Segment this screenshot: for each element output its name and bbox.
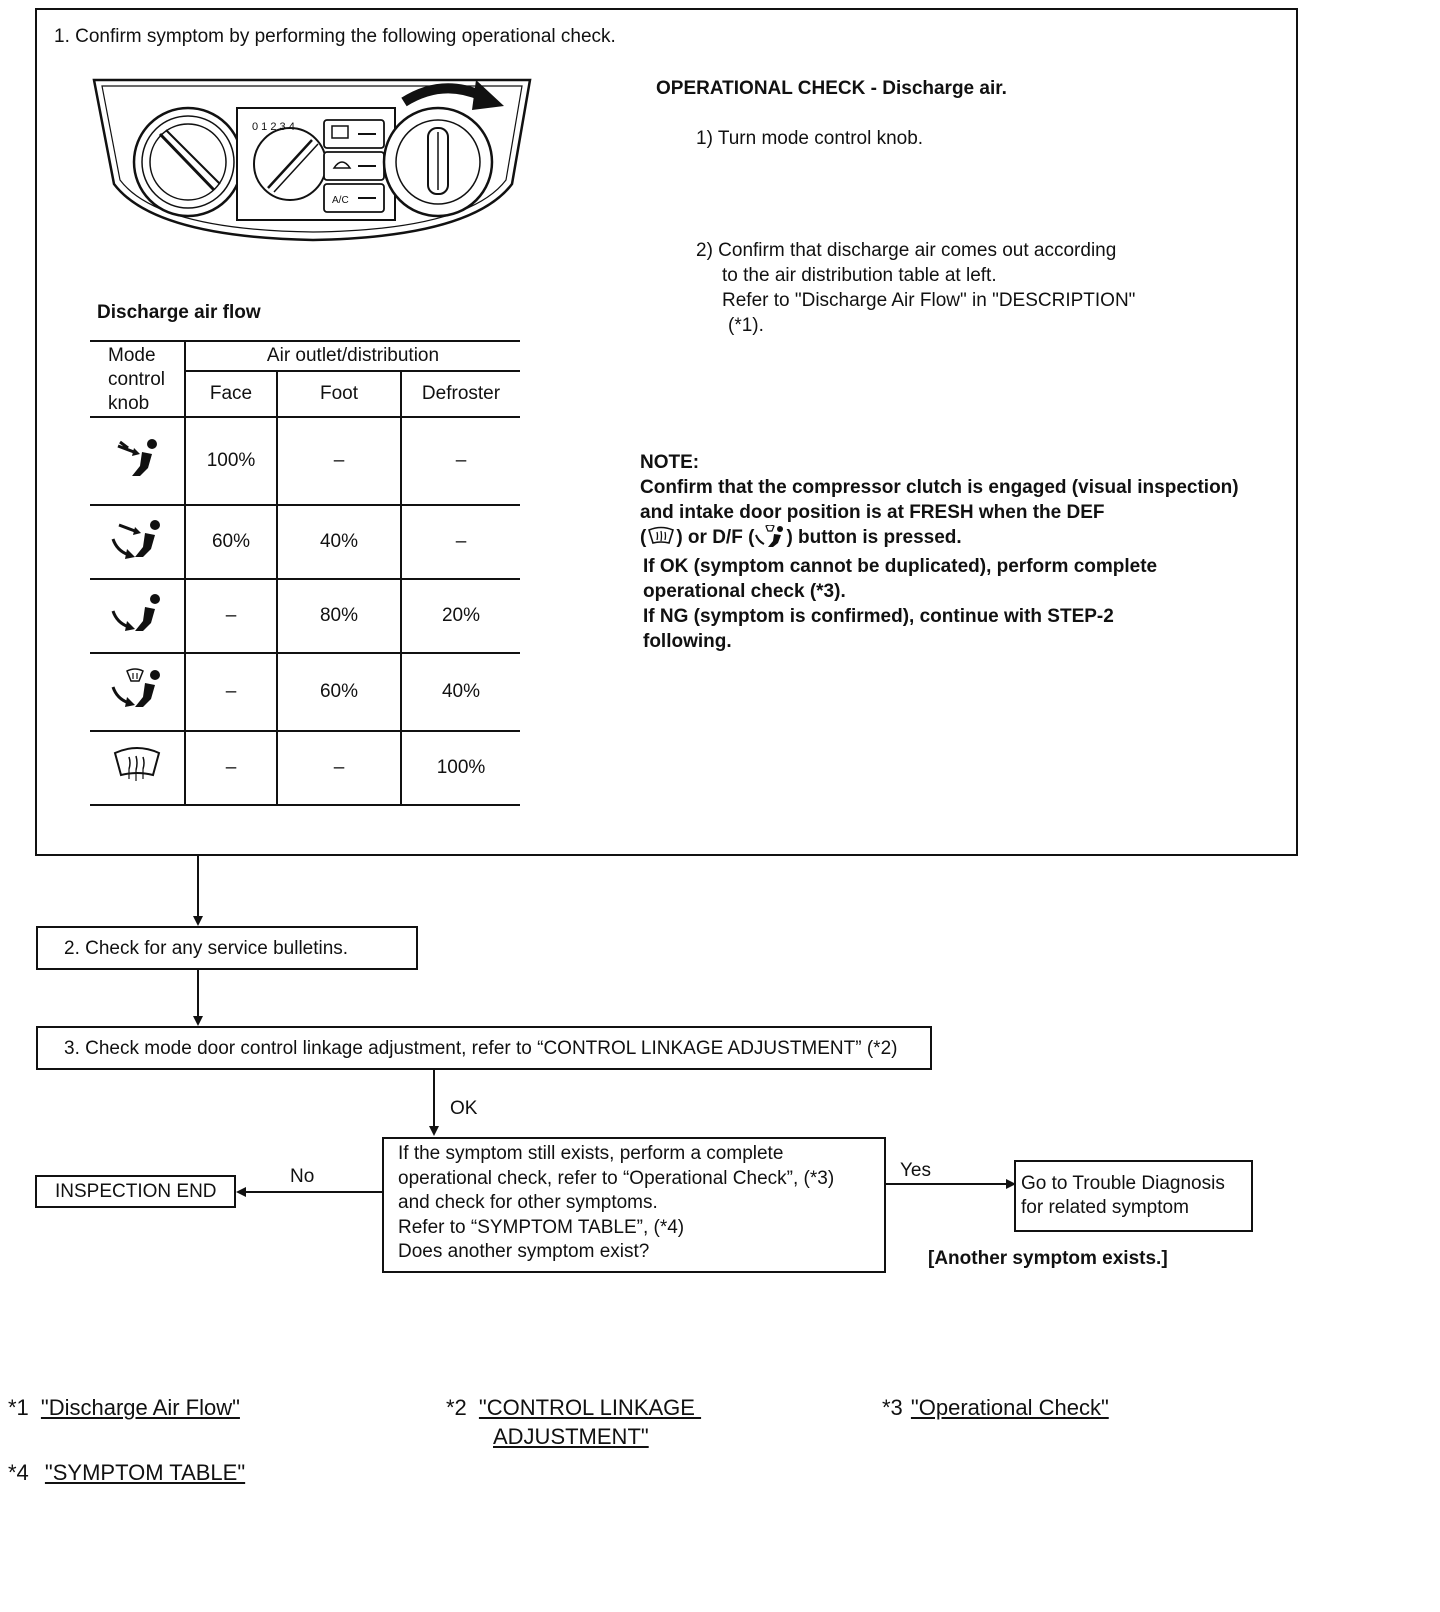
column-header-defroster: Defroster: [401, 371, 520, 417]
bi-level-icon: [90, 505, 185, 579]
yes-label: Yes: [900, 1160, 931, 1181]
yes-connector: [886, 1183, 1006, 1185]
note-block: NOTE: Confirm that the compressor clutch is engaged (visual inspection) and intake door position is at FRESH when the DEF ( ) or D/F ( ) button is pressed. If OK (symptom cannot be duplicated), perform complete operational check (*3). If NG (symptom is confirmed), continue with STEP-2 following.: [640, 452, 1239, 652]
arrow-down-icon: [193, 1016, 203, 1026]
footnote-2: [446, 1394, 701, 1422]
table-cell: 100%: [185, 417, 277, 505]
table-cell: 60%: [185, 505, 277, 579]
defrost-foot-icon: [90, 653, 185, 731]
footnote-2-mark: *2: [446, 1395, 467, 1420]
table-cell: 40%: [401, 653, 520, 731]
step1-title: 1. Confirm symptom by performing the following operational check.: [54, 26, 616, 47]
step3-text: 3. Check mode door control linkage adjustment, refer to “CONTROL LINKAGE ADJUSTMENT” (*2): [64, 1038, 898, 1059]
control-linkage-adjustment-link[interactable]: "CONTROL LINKAGE: [478, 1395, 702, 1420]
step2-text: 2. Check for any service bulletins.: [64, 938, 349, 959]
another-symptom-note: [Another symptom exists.]: [928, 1248, 1168, 1269]
table-cell: 20%: [401, 579, 520, 653]
table-cell: –: [277, 417, 401, 505]
mode-knob-icon: [384, 108, 492, 216]
footnote-4: [8, 1459, 245, 1487]
footnote-1-mark: *1: [8, 1395, 29, 1420]
connector-3-decision: [433, 1070, 435, 1130]
table-cell: –: [277, 731, 401, 805]
table-cell: –: [401, 417, 520, 505]
table-cell: –: [185, 653, 277, 731]
footnote-4-mark: *4: [8, 1460, 29, 1485]
discharge-air-flow-link[interactable]: "Discharge Air Flow": [40, 1395, 240, 1420]
operational-check-item1: 1) Turn mode control knob.: [696, 128, 924, 149]
df-button-icon: [754, 525, 786, 547]
air-outlet-header: Air outlet/distribution: [185, 341, 520, 371]
table-cell: –: [401, 505, 520, 579]
table-row: [90, 653, 520, 731]
table-cell: –: [185, 579, 277, 653]
connector-2-3: [197, 970, 199, 1020]
vent-face-icon: [90, 417, 185, 505]
table-cell: 100%: [401, 731, 520, 805]
note-heading: NOTE:: [640, 452, 700, 473]
symptom-table-link[interactable]: "SYMPTOM TABLE": [44, 1460, 246, 1485]
table-cell: 60%: [277, 653, 401, 731]
operational-check-heading: OPERATIONAL CHECK - Discharge air.: [656, 78, 1007, 99]
decision-text: If the symptom still exists, perform a complete operational check, refer to “Operational Check”, (*3) and check for other symptoms. Refer to “SYMPTOM TABLE”, (*4) Does another symptom exist?: [398, 1143, 835, 1262]
discharge-air-flow-table: [90, 340, 520, 806]
connector-1-2: [197, 856, 199, 920]
defrost-icon: [90, 731, 185, 805]
table-row: [90, 505, 520, 579]
ok-label: OK: [450, 1098, 478, 1119]
temperature-knob-icon: [134, 108, 242, 216]
table-cell: –: [185, 731, 277, 805]
footnote-1: [8, 1394, 240, 1422]
discharge-table-caption: Discharge air flow: [97, 302, 261, 323]
def-button-icon: [646, 526, 676, 546]
footnote-3: [882, 1394, 1109, 1422]
footnote-2-continued: [493, 1423, 649, 1451]
panel-buttons: [324, 120, 384, 212]
arrow-down-icon: [429, 1126, 439, 1136]
operational-check-item2: 2) Confirm that discharge air comes out according to the air distribution table at left. Refer to "Discharge Air Flow" in "DESCRIPTION" (*1).: [696, 240, 1136, 336]
table-row: [90, 579, 520, 653]
footnote-3-mark: *3: [882, 1395, 903, 1420]
column-header-face: Face: [185, 371, 277, 417]
no-connector: [244, 1191, 382, 1193]
column-header-foot: Foot: [277, 371, 401, 417]
mode-header: Mode control knob: [90, 341, 185, 417]
fan-knob-numbers: 0 1 2 3 4: [252, 121, 295, 133]
control-linkage-adjustment-link-line2[interactable]: ADJUSTMENT": [493, 1424, 649, 1449]
no-label: No: [290, 1166, 315, 1187]
arrow-left-icon: [236, 1187, 246, 1197]
inspection-end-text: INSPECTION END: [55, 1181, 217, 1202]
table-row: [90, 731, 520, 805]
operational-check-link[interactable]: "Operational Check": [910, 1395, 1109, 1420]
foot-icon: [90, 579, 185, 653]
ac-button-label: A/C: [332, 195, 349, 206]
table-cell: 40%: [277, 505, 401, 579]
table-cell: 80%: [277, 579, 401, 653]
control-panel-illustration: [92, 72, 534, 244]
trouble-diagnosis-text: Go to Trouble Diagnosis for related symptom: [1021, 1173, 1225, 1218]
table-row: [90, 417, 520, 505]
arrow-down-icon: [193, 916, 203, 926]
